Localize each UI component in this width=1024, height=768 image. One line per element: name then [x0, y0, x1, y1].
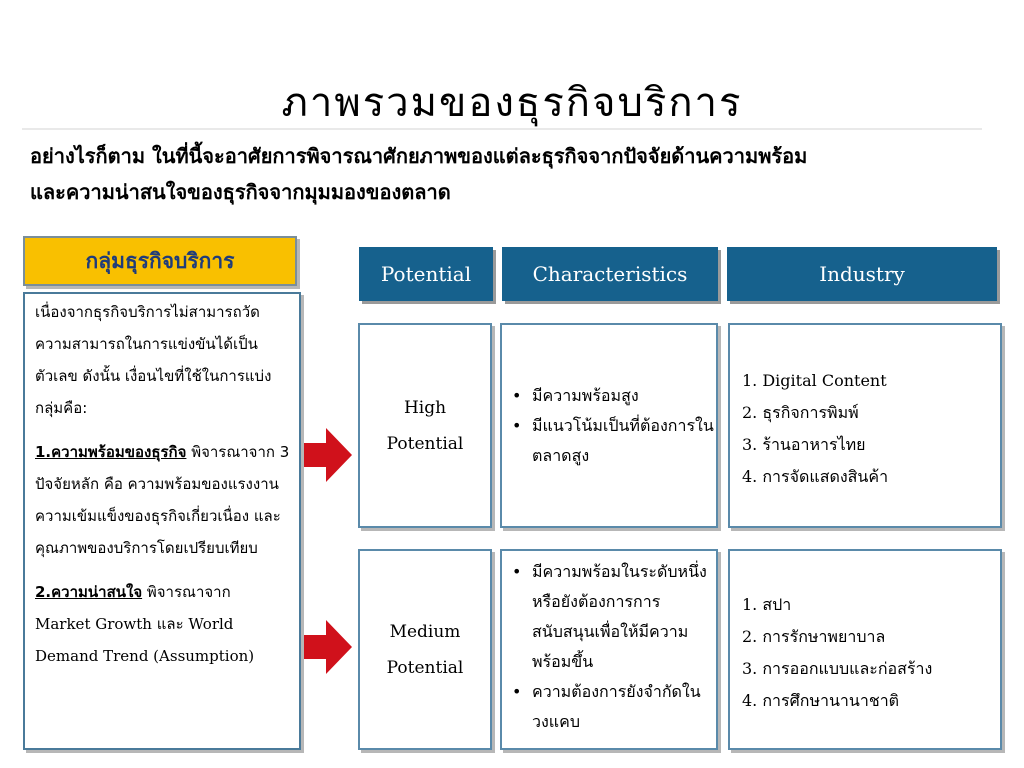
list-item: 2. การรักษาพยาบาล: [742, 627, 886, 646]
group-para-1: เนื่องจากธุรกิจบริการไม่สามารถวัดความสามารถในการแข่งขันได้เป็นตัวเลข ดังนั้น เงื่อนไขที่ใช้ในการแบ่งกลุ่มคือ:: [35, 303, 272, 417]
header-industry: Industry: [727, 247, 997, 301]
header-characteristics: Characteristics: [502, 247, 718, 301]
list-item: 2. ธุรกิจการพิมพ์: [742, 403, 859, 422]
potential-label-line-2: Potential: [386, 433, 464, 454]
page-title: ภาพรวมของธุรกิจบริการ: [281, 80, 743, 126]
list-item: 4. การศึกษานานาชาติ: [742, 691, 900, 710]
title-divider: [22, 128, 982, 130]
group-item-2-serif-text: Market Growth และ World Demand Trend (Assumption): [35, 615, 255, 665]
group-item-1: [35, 436, 291, 564]
group-item-1-label: 1.ความพร้อมของธุรกิจ: [35, 443, 187, 461]
intro-text: [30, 138, 1000, 210]
intro-line-2: และความน่าสนใจของธุรกิจจากมุมมองของตลาด: [30, 180, 451, 204]
potential-label-line-1: Medium: [389, 621, 461, 642]
right-arrow-icon: [304, 428, 352, 482]
row-medium-potential: [358, 549, 492, 750]
list-item: 4. การจัดแสดงสินค้า: [742, 467, 889, 486]
list-item: 3. ร้านอาหารไทย: [742, 435, 866, 454]
row-medium-characteristics: [500, 549, 718, 750]
row-high-potential: [358, 323, 492, 528]
row-high-characteristics: [500, 323, 718, 528]
row-medium-industry: [728, 549, 1002, 750]
group-item-2-text: พิจารณาจาก: [142, 583, 231, 601]
group-header: กลุ่มธุรกิจบริการ: [23, 236, 297, 286]
list-item: • มีแนวโน้มเป็นที่ต้องการในตลาดสูง: [532, 411, 716, 471]
group-item-1-text: พิจารณาจาก 3 ปัจจัยหลัก คือ ความพร้อมของแรงงาน ความเข้มแข็งของธุรกิจเกี่ยวเนื่อง และคุณภาพของบริการโดยเปรียบเทียบ: [35, 443, 290, 557]
header-potential: Potential: [359, 247, 493, 301]
list-item: • มีความพร้อมสูง: [532, 381, 716, 411]
list-item: 1. สปา: [742, 595, 792, 614]
list-item: • มีความพร้อมในระดับหนึ่งหรือยังต้องการการสนับสนุนเพื่อให้มีความพร้อมขึ้น: [532, 557, 716, 677]
list-item: 3. การออกแบบและก่อสร้าง: [742, 659, 933, 678]
list-item: 1. Digital Content: [742, 371, 887, 390]
group-item-2-label: 2.ความน่าสนใจ: [35, 583, 143, 601]
group-description: [23, 292, 301, 750]
group-item-2: [35, 576, 291, 672]
list-item: • ความต้องการยังจำกัดในวงแคบ: [532, 677, 716, 737]
intro-line-1: อย่างไรก็ตาม ในที่นี้จะอาศัยการพิจารณาศักยภาพของแต่ละธุรกิจจากปัจจัยด้านความพร้อม: [30, 144, 808, 168]
row-high-industry: [728, 323, 1002, 528]
potential-label-line-2: Potential: [386, 657, 464, 678]
right-arrow-icon: [304, 620, 352, 674]
potential-label-line-1: High: [403, 397, 447, 418]
